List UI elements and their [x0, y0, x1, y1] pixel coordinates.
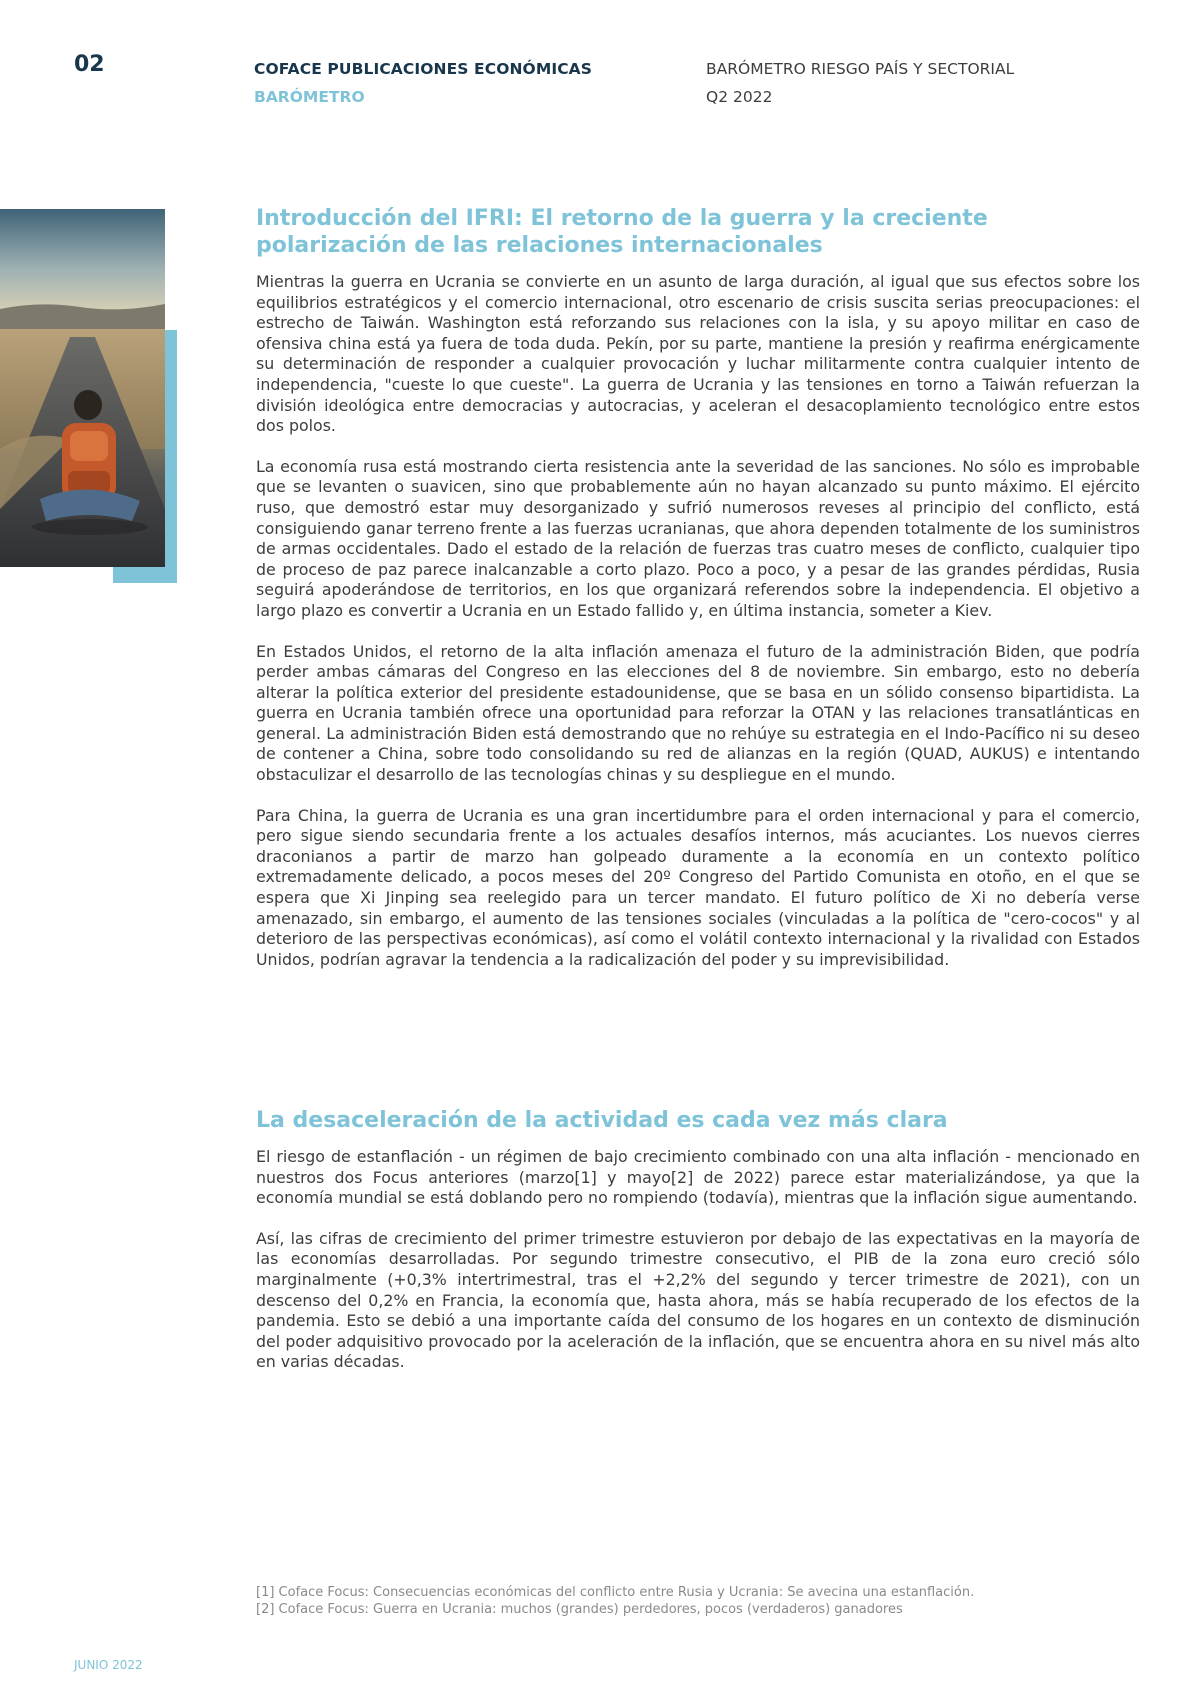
paragraph: En Estados Unidos, el retorno de la alta inflación amenaza el futuro de la administración Biden, que podría perder ambas cámaras del Congreso en las elecciones del 8 de noviembre. Sin embargo, esto no debería alterar la política exterior del presidente estadounidense, que se basa en un sólido consenso bipartidista. La guerra en Ucrania también ofrece una oportunidad para reforzar la OTAN y las relaciones transatlánticas en general. La administración Biden está demostrando que no rehúye su estrategia en el Indo-Pacífico ni su deseo de contener a China, sobre todo consolidando su red de alianzas en la región (QUAD, AUKUS) e intentando obstaculizar el desarrollo de las tecnologías chinas y su despliegue en el mundo. — [256, 641, 1140, 785]
paragraph: La economía rusa está mostrando cierta resistencia ante la severidad de las sanciones. No sólo es improbable que se levanten o suavicen, sino que probablemente aún no hayan alcanzado su punto máximo. El ejército ruso, que demostró estar muy desorganizado y sufrió numerosos reveses al principio del conflicto, está consiguiendo ganar terreno frente a las fuerzas ucranianas, que ahora dependen totalmente de los suministros de armas occidentales. Dado el estado de la relación de fuerzas tras cuatro meses de conflicto, cualquier tipo de proceso de paz parece inalcanzable a corto plazo. Poco a poco, y a pesar de las grandes pérdidas, Rusia seguirá apoderándose de territorios, en los que organizará referendos sobre la independencia. El objetivo a largo plazo es convertir a Ucrania en un Estado fallido y, en última instancia, someter a Kiev. — [256, 456, 1140, 620]
footnote: [2] Coface Focus: Guerra en Ucrania: muchos (grandes) perdedores, pocos (verdaderos) ganadores — [256, 1602, 903, 1617]
footnotes — [256, 1584, 1140, 1618]
page-number: 02 — [74, 52, 105, 77]
footnote: [1] Coface Focus: Consecuencias económicas del conflicto entre Rusia y Ucrania: Se avecina una estanflación. — [256, 1585, 975, 1600]
paragraph: Mientras la guerra en Ucrania se convierte en un asunto de larga duración, al igual que sus efectos sobre los equilibrios estratégicos y el comercio internacional, otro escenario de crisis suscita serias preocupaciones: el estrecho de Taiwán. Washington está reforzando sus relaciones con la isla, y su apoyo militar en caso de ofensiva china está ya fuera de toda duda. Pekín, por su parte, mantiene la presión y reafirma enérgicamente su determinación de responder a cualquier provocación y luchar militarmente contra cualquier intento de independencia, "cueste lo que cueste". La guerra de Ucrania y las tensiones en torno a Taiwán refuerzan la división ideológica entre democracias y autocracias, y aceleran el desacoplamiento tecnológico entre estos dos polos. — [256, 272, 1140, 436]
traveler-on-road-photo — [0, 209, 165, 567]
paragraph: Así, las cifras de crecimiento del primer trimestre estuvieron por debajo de las expectativas en la mayoría de las economías desarrolladas. Por segundo trimestre consecutivo, el PIB de la zona euro creció sólo marginalmente (+0,3% intertrimestral, tras el +2,2% del segundo y tercer trimestre de 2021), con un descenso del 0,2% en Francia, la economía que, hasta ahora, más se había recuperado de los efectos de la pandemia. Esto se debió a una importante caída del consumo de los hogares en un contexto de disminución del poder adquisitivo provocado por la aceleración de la inflación, que se encuentra ahora en su nivel más alto en varias décadas. — [256, 1228, 1140, 1372]
section-title: Introducción del IFRI: El retorno de la guerra y la creciente polarización de las relaciones internacionales — [256, 206, 988, 258]
section-ifri-intro — [256, 205, 1140, 990]
section-title: La desaceleración de la actividad es cada vez más clara — [256, 1108, 948, 1133]
report-period: Q2 2022 — [706, 88, 773, 106]
section-slowdown — [256, 1107, 1140, 1393]
report-title: BARÓMETRO RIESGO PAÍS Y SECTORIAL — [706, 60, 1015, 78]
footer-date: JUNIO 2022 — [74, 1658, 143, 1672]
paragraph: El riesgo de estanflación - un régimen de bajo crecimiento combinado con una alta inflación - mencionado en nuestros dos Focus anteriores (marzo[1] y mayo[2] de 2022) parece estar materializándose, ya que la economía mundial se está doblando pero no rompiendo (todavía), mientras que la inflación sigue aumentando. — [256, 1147, 1140, 1208]
publication-name: COFACE PUBLICACIONES ECONÓMICAS — [254, 60, 593, 78]
paragraph: Para China, la guerra de Ucrania es una gran incertidumbre para el orden internacional y para el comercio, pero sigue siendo secundaria frente a los actuales desafíos internos, más acuciantes. Los nuevos cierres draconianos a partir de marzo han golpeado duramente a la economía en un contexto político extremadamente delicado, a pocos meses del 20º Congreso del Partido Comunista en otoño, en el que se espera que Xi Jinping sea reelegido para un tercer mandato. El futuro político de Xi no debería verse amenazado, sin embargo, el aumento de las tensiones sociales (vinculadas a la política de "cero-cocos" y al deterioro de las perspectivas económicas), así como el volátil contexto internacional y la rivalidad con Estados Unidos, podrían agravar la tendencia a la radicalización del poder y su imprevisibilidad. — [256, 805, 1140, 969]
publication-subtitle: BARÓMETRO — [254, 88, 365, 106]
